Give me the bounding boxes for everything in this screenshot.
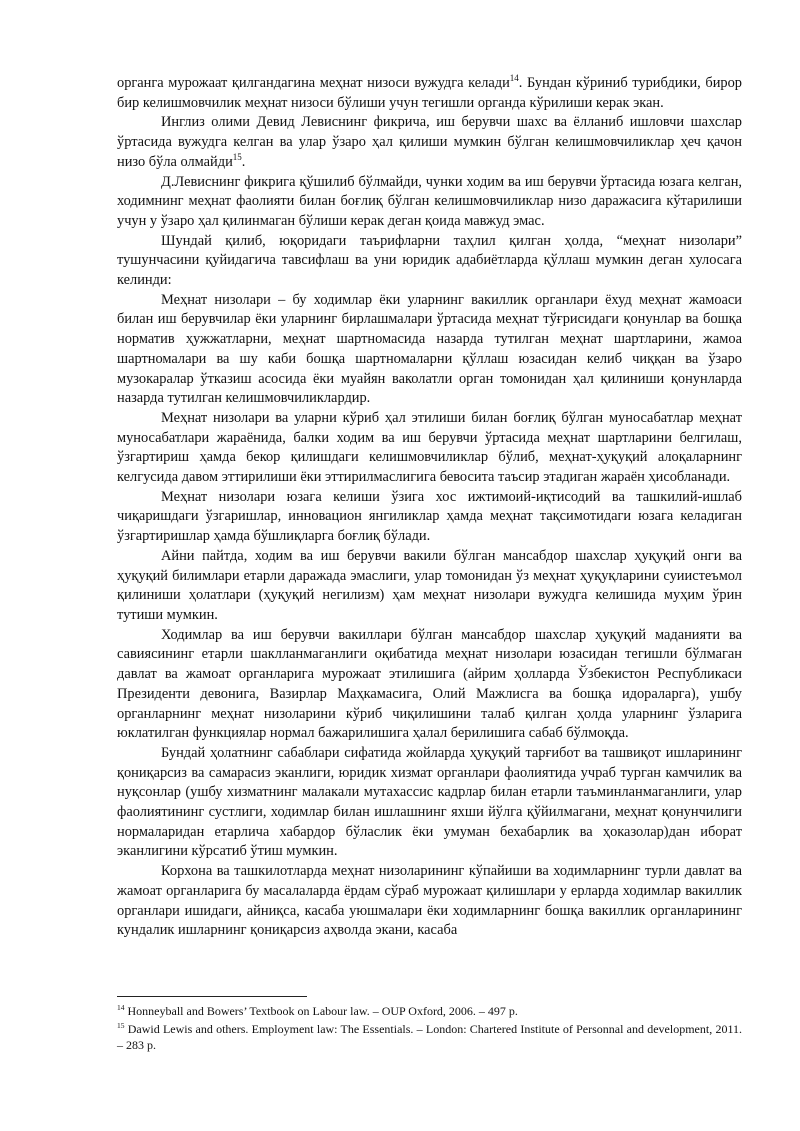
paragraph-7: Меҳнат низолари юзага келиши ўзига хос ижтимоий-иқтисодий ва ташкилий-ишлаб чиқаришдаги ўзгаришлар, инновацион янгиликлар ҳамда меҳнат тақсимотидаги юзага келадиган ўзгартиришлар ҳамда бўшлиқларга боғлиқ бўлади. <box>117 488 742 545</box>
paragraph-6: Меҳнат низолари ва уларни кўриб ҳал этилиши билан боғлиқ бўлган муносабатлар меҳнат муносабатлари жараёнида, балки ходим ва иш берувчи ўртасида меҳнат шартларини белгилаш, ўзгартириш ҳамда бекор қилишдаги келишмовчиликлар бўлиб, меҳнат-ҳуқуқий алоқаларнинг келгусида давом эттирилиши ёки эттирилмаслигига бевосита таъсир этадиган жараён ҳисобланади. <box>117 409 742 486</box>
footnote-ref-15[interactable]: 15 <box>232 152 242 163</box>
paragraph-5: Меҳнат низолари – бу ходимлар ёки уларнинг вакиллик органлари ёхуд меҳнат жамоаси билан иш берувчилар ёки уларнинг бирлашмалари ўртасида меҳнат тўғрисидаги қонунлар ва бошқа норматив ҳужжатларни, меҳнат шартномасида назарда тутилган меҳнат шартларини, жамоа шартномалари ва шу каби бошқа шартномаларни қўллаш юзасидан келиб чиққан ва ўзаро музокаралар ўтказиш асосида ёки муайян ваколатли орган томонидан ҳал қилиниши қонунларда назарда тутилган келишмовчиликлардир. <box>117 291 742 407</box>
footnote-14 <box>117 1003 742 1019</box>
body-text <box>117 74 742 941</box>
paragraph-4: Шундай қилиб, юқоридаги таърифларни таҳлил қилган ҳолда, “меҳнат низолари” тушунчасини қуйидагича тавсифлаш ва уни юридик адабиётларда қўллаш мумкин деган хулосага келинди: <box>117 232 742 289</box>
footnotes <box>117 1003 742 1055</box>
footnote-number: 14 <box>117 1003 125 1012</box>
paragraph-8: Айни пайтда, ходим ва иш берувчи вакили бўлган мансабдор шахслар ҳуқуқий онги ва ҳуқуқий билимлари етарли даражада эмаслиги, улар томонидан ўз меҳнат ҳуқуқларини суиистеъмол қилиниши ҳолатлари (ҳуқуқий негилизм) ҳам меҳнат низолари вужудга келишида муҳим ўрин тутиши мумкин. <box>117 547 742 623</box>
paragraph-10: Бундай ҳолатнинг сабаблари сифатида жойларда ҳуқуқий тарғибот ва ташвиқот ишларининг қониқарсиз ва самарасиз эканлиги, юридик хизмат органлари фаолиятида учраб турган камчилик ва нуқсонлар (ушбу хизматнинг малакали мутахассис кадрлар билан етарли таъминланмаганлиги, улар фаолиятининг сустлиги, ходимлар билан ишлашнинг яхши йўлга қўйилмагани, меҳнат қонунчилиги нормаларидан етарлича хабардор бўласлик ёки умуман бехабарлик ва ҳоказолар)дан иборат эканлигини кўрсатиб ўтиш мумкин. <box>117 744 742 860</box>
paragraph-1 <box>117 74 742 113</box>
footnote-number: 15 <box>117 1021 125 1030</box>
footnote-ref-14[interactable]: 14 <box>509 73 519 84</box>
paragraph-2-tail: . <box>241 153 246 170</box>
paragraph-2 <box>117 113 742 172</box>
footnote-15 <box>117 1021 742 1053</box>
paragraph-1-tail: . Бундан кўриниб турибдики, бирор бир келишмовчилик меҳнат низоси бўлиши учун тегишли органда кўрилиши керак экан. <box>117 75 742 111</box>
footnote-text: Honneyball and Bowers’ Textbook on Labour law. – OUP Oxford, 2006. – 497 p. <box>127 1004 518 1018</box>
paragraph-2-text: Инглиз олими Девид Левиснинг фикрича, иш берувчи шахс ва ёлланиб ишловчи шахслар ўртасида вужудга келган ва улар ўзаро ҳал қилиши мумкин бўлган келишмовчиликлар ҳеч қачон низо бўла олмайди <box>117 114 742 170</box>
footnote-text: Dawid Lewis and others. Employment law: The Essentials. – London: Chartered Institute of Personnal and development, 2011. – 283 p. <box>117 1022 742 1052</box>
footnote-separator <box>117 996 307 997</box>
paragraph-11: Корхона ва ташкилотларда меҳнат низоларининг кўпайиши ва ходимларнинг турли давлат ва жамоат органларига бу масалаларда ёрдам сўраб мурожаат қилишлари у ерларда ходимлар вакиллик органлари ишидаги, айниқса, касаба уюшмалари ёки ходимларнинг бошқа вакиллик органларининг кундалик ишларнинг қониқарсиз аҳволда экани, касаба <box>117 863 742 939</box>
paragraph-9: Ходимлар ва иш берувчи вакиллари бўлган мансабдор шахслар ҳуқуқий маданияти ва савиясининг етарли шаклланмаганлиги оқибатида меҳнат низолари юзасидан тегишли бўлмаган давлат ва жамоат органларига мурожаат этилишига (айрим ҳолларда Ўзбекистон Республикаси Президенти девонига, Вазирлар Маҳкамасига, Олий Мажлисга ва бошқа идораларга), ушбу органларнинг меҳнат низоларини кўриб чиқилишини талаб қилган ҳолда уларнинг ўзларига юклатилган функциялар нормал бажарилишига ҳалал берилишига сабаб бўлмоқда. <box>117 626 742 742</box>
paragraph-3: Д.Левиснинг фикрига қўшилиб бўлмайди, чунки ходим ва иш берувчи ўртасида юзага келган, ходимнинг меҳнат фаолияти билан боғлиқ бўлган келишмовчиликлар низо даражасига кўтарилиши учун у ўзаро ҳал қилинмаган бўлиши керак деган қоида мавжуд эмас. <box>117 173 742 229</box>
paragraph-1-text: органга мурожаат қилгандагина меҳнат низоси вужудга келади <box>117 75 510 91</box>
